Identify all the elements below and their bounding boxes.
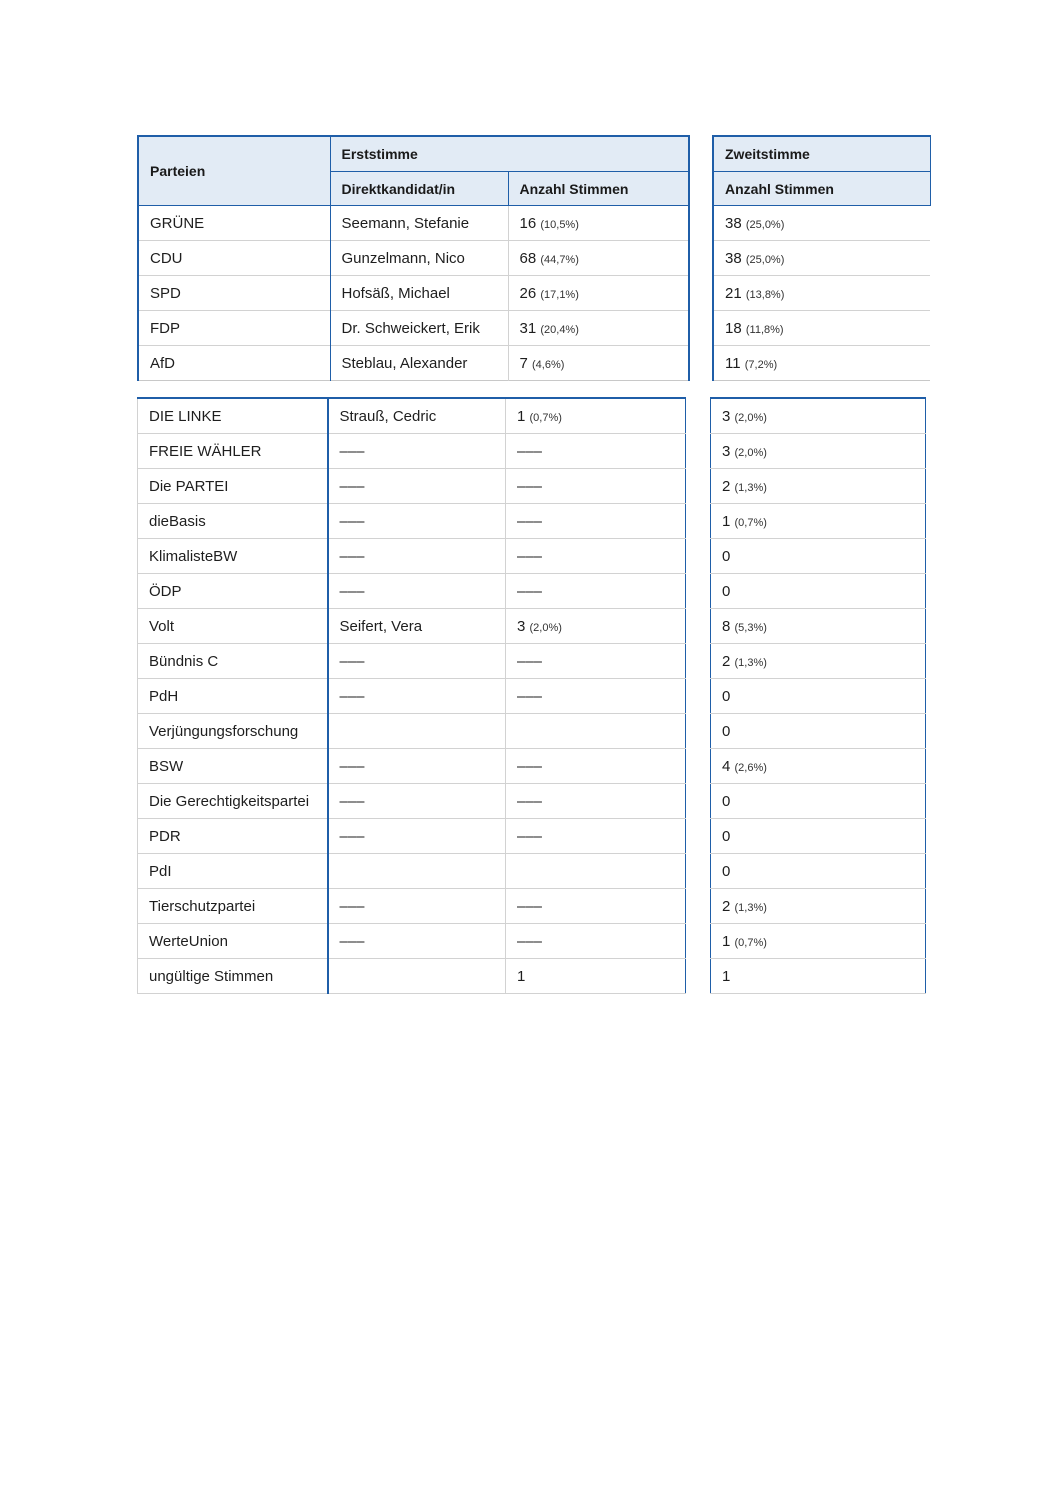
party-cell-value: ÖDP [149,582,182,600]
party-cell-value: CDU [150,249,183,267]
candidate-cell [328,959,506,994]
candidate-cell [330,241,508,276]
table-row [711,959,926,994]
candidate-cell [328,854,506,889]
zweitstimme-votes-cell [711,679,926,714]
zweitstimme-table-top [712,135,931,381]
party-cell [138,311,330,346]
candidate-cell [328,749,506,784]
table-row [138,434,686,469]
zweitstimme-votes-cell-value: 0 [722,862,731,880]
erststimme-table-top [137,135,690,381]
table-row [138,959,686,994]
zweitstimme-votes-cell-value: 1 [722,932,731,950]
erststimme-votes-cell-value: 26 [519,284,537,302]
table-row [711,749,926,784]
candidate-cell [328,924,506,959]
candidate-cell [328,539,506,574]
erststimme-table-bottom [137,397,686,994]
zweitstimme-votes-cell-value: 18 [725,319,742,337]
erststimme-votes-cell-value: 16 [519,214,537,232]
candidate-cell-value: ––– [339,932,365,950]
zweitstimme-votes-cell-value: 1 [722,967,731,985]
erststimme-votes-cell-percent: (44,7%) [540,253,579,266]
erststimme-votes-cell-value: ––– [517,932,543,950]
party-cell-value: Bündnis C [149,652,219,670]
erststimme-votes-cell-value: ––– [517,477,543,495]
party-cell [138,469,328,504]
zweitstimme-votes-cell-value: 2 [722,897,731,915]
table-row [138,276,689,311]
table-row [711,609,926,644]
zweitstimme-votes-cell-value: 3 [722,442,731,460]
candidate-cell-value: ––– [339,897,365,915]
party-cell [138,889,328,924]
candidate-cell-value: ––– [339,547,365,565]
zweitstimme-votes-cell-percent: (1,3%) [734,656,767,669]
table-row [138,574,686,609]
table-row [138,609,686,644]
candidate-cell-value: ––– [339,512,365,530]
table-row [138,539,686,574]
zweitstimme-votes-cell-percent: (2,0%) [734,446,767,459]
table-row [711,714,926,749]
header-direktkandidat: Direktkandidat/in [330,172,508,206]
zweitstimme-votes-cell [711,784,926,819]
zweitstimme-votes-cell-percent: (5,3%) [734,621,767,634]
party-cell-value: SPD [150,284,181,302]
zweitstimme-votes-cell-value: 0 [722,792,731,810]
zweitstimme-votes-cell [711,609,926,644]
party-cell [138,609,328,644]
erststimme-votes-cell-value: ––– [517,792,543,810]
erststimme-votes-cell [506,924,686,959]
erststimme-votes-cell-value: 7 [519,354,528,372]
table-row [138,784,686,819]
party-cell [138,241,330,276]
table-row [711,819,926,854]
zweitstimme-votes-cell-percent: (11,8%) [745,323,784,336]
candidate-cell-value: Seifert, Vera [339,617,423,635]
candidate-cell-value: ––– [339,582,365,600]
table-row [711,679,926,714]
erststimme-votes-cell-value: ––– [517,512,543,530]
candidate-cell-value: Dr. Schweickert, Erik [341,319,480,337]
table-row [138,854,686,889]
header-anzahl-stimmen: Anzahl Stimmen [508,172,689,206]
candidate-cell [330,346,508,381]
erststimme-votes-cell [506,398,686,434]
table-row [138,504,686,539]
party-cell-value: AfD [150,354,176,372]
candidate-cell-value: ––– [339,477,365,495]
table-row [711,398,926,434]
table-row [711,539,926,574]
erststimme-votes-cell [506,784,686,819]
erststimme-votes-cell [506,749,686,784]
candidate-cell [328,609,506,644]
zweitstimme-votes-cell [711,959,926,994]
erststimme-votes-cell [506,714,686,749]
erststimme-votes-cell [508,276,689,311]
candidate-cell-value: Seemann, Stefanie [341,214,470,232]
party-cell-value: KlimalisteBW [149,547,238,565]
zweitstimme-votes-cell-value: 11 [725,354,741,372]
party-cell-value: ungültige Stimmen [149,967,274,985]
party-cell-value: Die PARTEI [149,477,229,495]
zweitstimme-votes-cell [711,889,926,924]
table-row [138,714,686,749]
erststimme-votes-cell [506,469,686,504]
table-row [713,241,930,276]
table-row [138,206,689,241]
party-cell [138,504,328,539]
zweitstimme-votes-cell [711,504,926,539]
party-cell-value: dieBasis [149,512,206,530]
zweitstimme-votes-cell-percent: (2,0%) [734,411,767,424]
table-row [713,311,930,346]
zweitstimme-votes-cell-value: 21 [725,284,742,302]
erststimme-votes-cell-value: 3 [517,617,526,635]
erststimme-votes-cell [506,959,686,994]
candidate-cell-value: ––– [339,687,365,705]
candidate-cell [328,784,506,819]
candidate-cell-value: ––– [339,827,365,845]
zweitstimme-votes-cell-value: 8 [722,617,731,635]
zweitstimme-votes-cell-percent: (0,7%) [734,936,767,949]
zweitstimme-votes-cell [711,924,926,959]
top-rows [138,206,689,381]
erststimme-votes-cell [506,889,686,924]
party-cell-value: BSW [149,757,184,775]
table-row [711,644,926,679]
candidate-cell [330,311,508,346]
zweitstimme-votes-cell-value: 4 [722,757,731,775]
party-cell-value: Tierschutzpartei [149,897,256,915]
candidate-cell-value: ––– [339,757,365,775]
table-row [138,346,689,381]
zweitstimme-votes-cell-value: 0 [722,687,731,705]
party-cell-value: DIE LINKE [149,407,222,425]
party-cell [138,644,328,679]
zweitstimme-votes-cell-percent: (13,8%) [745,288,785,301]
table-row [711,434,926,469]
zweitstimme-votes-cell-value: 38 [725,249,742,267]
party-cell [138,959,328,994]
table-row [711,504,926,539]
table-row [138,889,686,924]
erststimme-votes-cell [506,434,686,469]
candidate-cell [328,469,506,504]
erststimme-votes-cell-value: ––– [517,687,543,705]
erststimme-votes-cell [506,854,686,889]
party-cell [138,206,330,241]
party-cell [138,924,328,959]
table-row [711,784,926,819]
zweitstimme-votes-cell [711,714,926,749]
zweitstimme-votes-cell-percent: (25,0%) [745,253,785,266]
zweitstimme-votes-cell [713,206,930,241]
candidate-cell-value: Gunzelmann, Nico [341,249,465,267]
table-row [138,749,686,784]
party-cell [138,574,328,609]
candidate-cell [328,398,506,434]
candidate-cell-value: Steblau, Alexander [341,354,468,372]
candidate-cell-value: Hofsäß, Michael [341,284,450,302]
party-cell [138,346,330,381]
candidate-cell [328,679,506,714]
zweitstimme-votes-cell-value: 0 [722,547,731,565]
erststimme-votes-cell-value: ––– [517,442,543,460]
table-row [711,574,926,609]
candidate-cell-value: Strauß, Cedric [339,407,437,425]
erststimme-votes-cell-percent: (0,7%) [529,411,562,424]
zweitstimme-votes-cell [711,854,926,889]
header-erststimme: Erststimme [330,136,689,172]
zweitstimme-votes-cell-value: 38 [725,214,742,232]
erststimme-votes-cell-value: ––– [517,652,543,670]
erststimme-votes-cell-value: ––– [517,547,543,565]
party-cell [138,784,328,819]
party-cell [138,819,328,854]
table-row [711,924,926,959]
party-cell-value: Die Gerechtigkeitspartei [149,792,310,810]
erststimme-votes-cell-value: 1 [517,407,526,425]
party-cell [138,854,328,889]
zweitstimme-votes-cell-value: 0 [722,722,731,740]
table-row [713,346,930,381]
zweitstimme-votes-cell-percent: (1,3%) [734,901,767,914]
party-cell-value: PdH [149,687,179,705]
party-cell-value: PDR [149,827,181,845]
candidate-cell [328,819,506,854]
table-row [138,398,686,434]
zweitstimme-votes-cell-value: 3 [722,407,731,425]
party-cell [138,398,328,434]
table-row [138,241,689,276]
bottom-rows [138,398,686,994]
header-zweitstimme: Zweitstimme [713,136,930,172]
zweitstimme-votes-cell [711,469,926,504]
erststimme-votes-cell [506,679,686,714]
erststimme-votes-cell [506,819,686,854]
zweitstimme-votes-cell [713,311,930,346]
candidate-cell-value: ––– [339,792,365,810]
erststimme-votes-cell-value: ––– [517,757,543,775]
header-parteien: Parteien [138,136,330,206]
zweitstimme-votes-cell [711,539,926,574]
zweitstimme-votes-cell-percent: (25,0%) [745,218,785,231]
erststimme-votes-cell-percent: (2,0%) [529,621,562,634]
zweitstimme-votes-cell [711,644,926,679]
party-cell [138,434,328,469]
table-row [711,889,926,924]
header-anzahl-stimmen-zweit: Anzahl Stimmen [713,172,930,206]
party-cell [138,276,330,311]
erststimme-votes-cell-value: 31 [519,319,537,337]
erststimme-votes-cell-percent: (20,4%) [540,323,579,336]
party-cell [138,539,328,574]
table-row [138,924,686,959]
zweitstimme-votes-cell [711,398,926,434]
candidate-cell [330,276,508,311]
zweitstimme-votes-cell-value: 2 [722,477,731,495]
erststimme-votes-cell-value: ––– [517,582,543,600]
erststimme-votes-cell [506,574,686,609]
table-row [711,854,926,889]
table-row [138,679,686,714]
erststimme-votes-cell-value: 68 [519,249,537,267]
party-cell [138,679,328,714]
table-row [713,206,930,241]
erststimme-votes-cell-percent: (17,1%) [540,288,579,301]
zweitstimme-votes-cell-percent: (7,2%) [744,358,778,371]
erststimme-votes-cell [506,539,686,574]
erststimme-votes-cell-value: ––– [517,827,543,845]
top-rows-zweit [713,206,930,381]
zweitstimme-votes-cell [711,574,926,609]
erststimme-votes-cell-value: ––– [517,897,543,915]
zweitstimme-table-bottom [710,397,926,994]
zweitstimme-votes-cell-percent: (0,7%) [734,516,767,529]
zweitstimme-votes-cell-value: 2 [722,652,731,670]
party-cell-value: PdI [149,862,172,880]
candidate-cell [328,714,506,749]
party-cell [138,749,328,784]
table-row [138,469,686,504]
bottom-rows-zweit [711,398,926,994]
party-cell-value: Volt [149,617,175,635]
zweitstimme-votes-cell [711,819,926,854]
erststimme-votes-cell [508,241,689,276]
zweitstimme-votes-cell-value: 1 [722,512,731,530]
zweitstimme-votes-cell [713,346,930,381]
party-cell-value: Verjüngungsforschung [149,722,299,740]
zweitstimme-votes-cell-value: 0 [722,582,731,600]
candidate-cell [328,574,506,609]
erststimme-votes-cell-value: 1 [517,967,526,985]
erststimme-votes-cell [506,644,686,679]
zweitstimme-votes-cell [711,749,926,784]
erststimme-votes-cell [506,609,686,644]
table-row [138,644,686,679]
party-cell-value: FREIE WÄHLER [149,442,262,460]
party-cell [138,714,328,749]
candidate-cell [328,504,506,539]
candidate-cell [328,434,506,469]
candidate-cell [328,889,506,924]
erststimme-votes-cell-percent: (4,6%) [532,358,565,371]
erststimme-votes-cell [508,311,689,346]
table-row [138,819,686,854]
table-row [138,311,689,346]
zweitstimme-votes-cell [713,241,930,276]
zweitstimme-votes-cell-percent: (2,6%) [734,761,767,774]
zweitstimme-votes-cell-percent: (1,3%) [734,481,767,494]
erststimme-votes-cell-percent: (10,5%) [540,218,579,231]
table-row [711,469,926,504]
candidate-cell [328,644,506,679]
table-row [713,276,930,311]
party-cell-value: FDP [150,319,180,337]
zweitstimme-votes-cell [713,276,930,311]
candidate-cell-value: ––– [339,442,365,460]
party-cell-value: WerteUnion [149,932,228,950]
erststimme-votes-cell [506,504,686,539]
candidate-cell [330,206,508,241]
party-cell-value: GRÜNE [150,214,205,232]
candidate-cell-value: ––– [339,652,365,670]
zweitstimme-votes-cell [711,434,926,469]
zweitstimme-votes-cell-value: 0 [722,827,731,845]
erststimme-votes-cell [508,346,689,381]
erststimme-votes-cell [508,206,689,241]
